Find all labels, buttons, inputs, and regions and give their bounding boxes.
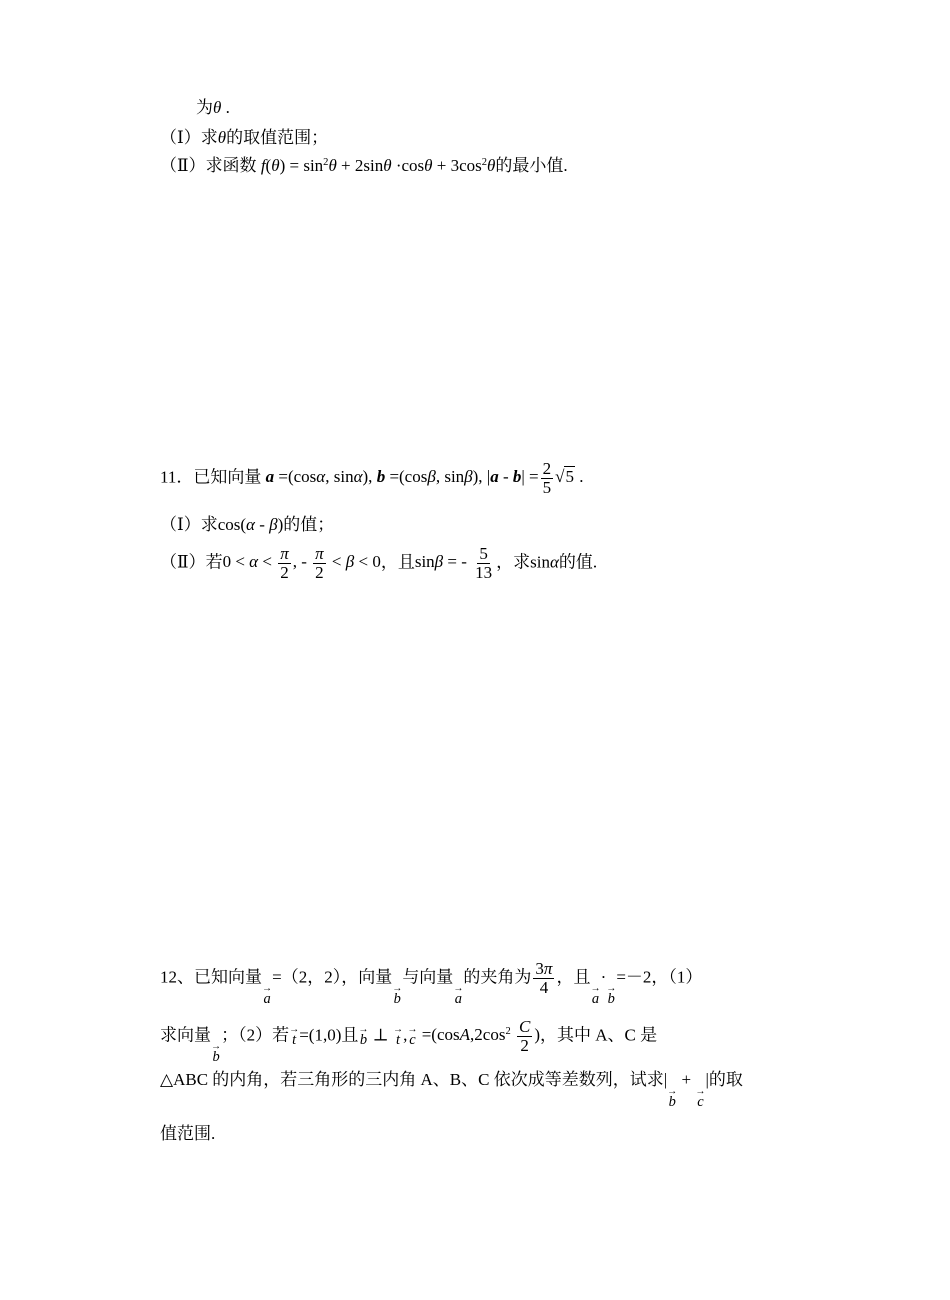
q10-function-formula: $f(\theta) = \sin^2\theta + 2\sin\theta \cdot\cos\theta + 3\cos^2\theta$ xyxy=(260,156,496,175)
vector-c: → c xyxy=(407,1024,418,1049)
q10-part2-label: （Ⅱ） xyxy=(160,156,206,175)
vector-b: → b xyxy=(667,1085,678,1110)
q11-number: 11． xyxy=(160,467,194,487)
vector-t: → t xyxy=(289,1024,300,1049)
q12-text-5: ，且 xyxy=(556,967,591,987)
q11-sin-beta: sinβ = - $\frac{5}{13}$ xyxy=(414,544,493,582)
q12-line2: 求向量 → b ；（2）若 → t =(1,0)且 → b ⊥ → t , → c $=(\cos A,2\cos^2$ $\frac{C}{2}$ )，其中 A、C 是 xyxy=(160,1017,658,1065)
q10-line1-text: 为 xyxy=(196,98,213,117)
q11-part2-tail: 的值. xyxy=(558,552,598,572)
q12-text-6: =－2，（1） xyxy=(616,967,703,987)
q12-text-10: ，其中 A、C 是 xyxy=(539,1025,658,1045)
q11-part2-mid: ，且 xyxy=(380,552,415,572)
q11-sin-alpha: sinα xyxy=(530,552,559,572)
theta-symbol: θ xyxy=(213,98,222,117)
q12-line1: 12、已知向量 → a =（2，2），向量 → b 与向量 → a 的夹角为 $\frac{3\pi}{4}$ ，且 → a · → b =－2，（1） xyxy=(160,959,703,1007)
q11-part2-label: （Ⅱ） xyxy=(160,552,206,572)
q12-line4 xyxy=(160,1124,215,1144)
vector-b: → b xyxy=(606,982,617,1007)
q10-part1 xyxy=(160,128,328,148)
q11-part2 xyxy=(160,545,597,582)
q10-line1-end: . xyxy=(225,98,230,117)
vector-a: → a xyxy=(453,982,464,1007)
q11-part1-tail: 的值； xyxy=(283,515,335,534)
q11-cos-diff: cos(α - β) xyxy=(217,515,284,534)
q10-part2 xyxy=(160,156,568,176)
q12-text-9: =(1,0)且 xyxy=(299,1025,359,1045)
q10-part2-tail: 的最小值. xyxy=(495,156,568,175)
vector-b: → b xyxy=(392,982,403,1007)
q11-vector-formula: a =(cosα, sinα), b =(cosβ, sinβ), |a - b| = $\frac{2}{5}$ √5 . xyxy=(265,459,584,497)
q11-intro: 已知向量 xyxy=(193,467,262,487)
q11-part1-text: 求 xyxy=(200,515,218,534)
theta-symbol: θ xyxy=(217,128,227,147)
q12-text-7: 求向量 xyxy=(160,1025,211,1045)
q12-text-12: |的取 xyxy=(705,1070,743,1089)
q10-part1-text: 求 xyxy=(200,128,218,147)
q12-fraction-3pi-4: $\frac{3\pi}{4}$ xyxy=(535,959,553,997)
q12-text-4: 的夹角为 xyxy=(463,967,532,987)
vector-b: → b xyxy=(358,1024,369,1049)
q12-text-11: △ABC 的内角，若三角形的三内角 A、B、C 依次成等差数列，试求| xyxy=(160,1070,668,1089)
q12-vector-c-formula: $=(\cos A,2\cos^2$ $\frac{C}{2}$ ) xyxy=(417,1017,540,1055)
q12-text-1: 已知向量 xyxy=(194,967,262,987)
q12-number: 12、 xyxy=(160,967,194,987)
vector-a: → a xyxy=(590,982,601,1007)
q11-fraction-2-5: $\frac{2}{5}$ xyxy=(542,459,552,497)
q12-text-8: ；（2）若 xyxy=(221,1025,290,1045)
q11-range-condition: 0 < α < $\frac{\pi}{2}$ , - $\frac{\pi}{2}$ < β < 0 xyxy=(222,544,381,582)
q12-text-13: 值范围. xyxy=(160,1124,216,1143)
q11-part1-label: （Ⅰ） xyxy=(160,515,201,534)
vector-a: → a xyxy=(262,982,273,1007)
q10-part1-label: （Ⅰ） xyxy=(160,128,201,147)
q11-stem xyxy=(160,460,583,497)
q12-text-2: =（2，2），向量 xyxy=(272,967,393,987)
q11-part1 xyxy=(160,515,334,535)
q10-part1-tail: 的取值范围； xyxy=(226,128,329,147)
q11-part2-text: 若 xyxy=(205,552,223,572)
q12-text-3: 与向量 xyxy=(402,967,454,987)
vector-c: → c xyxy=(695,1085,706,1110)
q12-line3: △ABC 的内角，若三角形的三内角 A、B、C 依次成等差数列，试求| → b + → c |的取 xyxy=(160,1070,743,1110)
q10-part2-text: 求函数 xyxy=(205,156,257,175)
q11-part2-mid2: ，求 xyxy=(496,552,531,572)
q11-sqrt-5: √5 xyxy=(555,467,574,487)
q10-line1 xyxy=(196,98,230,118)
vector-t: → t xyxy=(393,1024,404,1049)
vector-b: → b xyxy=(211,1040,222,1065)
